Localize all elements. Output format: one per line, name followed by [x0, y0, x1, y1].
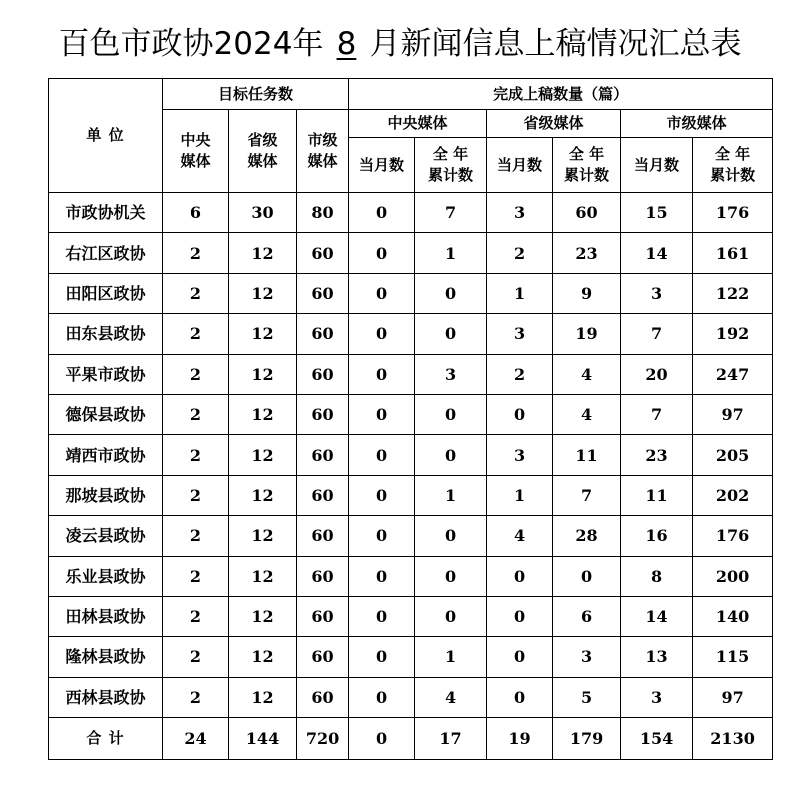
summary-table: [48, 78, 773, 760]
central-year-cell: 1: [415, 475, 487, 515]
provincial-year-cell: 9: [553, 273, 621, 313]
provincial-month-cell: 0: [487, 556, 553, 596]
provincial-month-cell: 0: [487, 394, 553, 434]
header-provincial-media: 省级媒体: [487, 110, 621, 138]
target-central-cell: 2: [163, 273, 229, 313]
target-city-cell: 60: [297, 677, 349, 717]
header-city-year-line2: 累计数: [710, 166, 756, 184]
header-target-group: 目标任务数: [163, 79, 349, 110]
target-provincial-cell: 12: [229, 677, 297, 717]
header-target-central-line2: 媒体: [180, 152, 211, 170]
table-row: [49, 475, 773, 515]
provincial-month-cell: 1: [487, 475, 553, 515]
header-provincial-this-month: 当月数: [487, 138, 553, 193]
target-central-cell: 2: [163, 435, 229, 475]
central-year-cell: 0: [415, 314, 487, 354]
city-month-cell: 8: [621, 556, 693, 596]
header-central-this-month: 当月数: [349, 138, 415, 193]
city-year-cell: 247: [693, 354, 773, 394]
total-target-provincial: 144: [229, 718, 297, 760]
city-month-cell: 15: [621, 193, 693, 233]
unit-name-cell: 市政协机关: [49, 193, 163, 233]
central-year-cell: 0: [415, 556, 487, 596]
city-month-cell: 7: [621, 394, 693, 434]
provincial-year-cell: 5: [553, 677, 621, 717]
central-month-cell: 0: [349, 233, 415, 273]
city-month-cell: 14: [621, 596, 693, 636]
header-central-year: [415, 138, 487, 193]
target-central-cell: 2: [163, 394, 229, 434]
target-city-cell: 60: [297, 556, 349, 596]
title-prefix: 百色市政协2024年: [58, 26, 324, 62]
central-month-cell: 0: [349, 354, 415, 394]
table-row: [49, 193, 773, 233]
target-provincial-cell: 12: [229, 314, 297, 354]
central-month-cell: 0: [349, 435, 415, 475]
central-month-cell: 0: [349, 516, 415, 556]
table-row: [49, 556, 773, 596]
provincial-year-cell: 6: [553, 596, 621, 636]
header-target-city: [297, 110, 349, 193]
header-central-media: 中央媒体: [349, 110, 487, 138]
target-provincial-cell: 12: [229, 475, 297, 515]
city-year-cell: 205: [693, 435, 773, 475]
header-target-provincial-line1: 省级: [247, 131, 278, 149]
city-month-cell: 3: [621, 273, 693, 313]
header-provincial-year: [553, 138, 621, 193]
target-central-cell: 2: [163, 354, 229, 394]
header-target-city-line2: 媒体: [307, 152, 338, 170]
central-year-cell: 3: [415, 354, 487, 394]
unit-name-cell: 靖西市政协: [49, 435, 163, 475]
central-month-cell: 0: [349, 596, 415, 636]
header-city-this-month: 当月数: [621, 138, 693, 193]
provincial-year-cell: 11: [553, 435, 621, 475]
central-year-cell: 0: [415, 435, 487, 475]
city-year-cell: 202: [693, 475, 773, 515]
central-month-cell: 0: [349, 475, 415, 515]
table-row: [49, 233, 773, 273]
header-central-year-line1: 全 年: [432, 145, 469, 163]
table-row: [49, 435, 773, 475]
provincial-month-cell: 3: [487, 435, 553, 475]
city-month-cell: 23: [621, 435, 693, 475]
unit-name-cell: 德保县政协: [49, 394, 163, 434]
central-month-cell: 0: [349, 394, 415, 434]
total-central-year: 17: [415, 718, 487, 760]
target-central-cell: 2: [163, 677, 229, 717]
provincial-year-cell: 0: [553, 556, 621, 596]
unit-name-cell: 那坡县政协: [49, 475, 163, 515]
city-year-cell: 122: [693, 273, 773, 313]
table-body: [49, 193, 773, 760]
provincial-year-cell: 23: [553, 233, 621, 273]
provincial-year-cell: 4: [553, 394, 621, 434]
provincial-month-cell: 3: [487, 193, 553, 233]
target-provincial-cell: 12: [229, 516, 297, 556]
provincial-month-cell: 0: [487, 637, 553, 677]
table-row: [49, 516, 773, 556]
header-provincial-year-line2: 累计数: [564, 166, 610, 184]
central-month-cell: 0: [349, 273, 415, 313]
provincial-year-cell: 3: [553, 637, 621, 677]
target-city-cell: 60: [297, 394, 349, 434]
target-provincial-cell: 12: [229, 637, 297, 677]
provincial-month-cell: 0: [487, 596, 553, 636]
target-city-cell: 60: [297, 233, 349, 273]
city-year-cell: 176: [693, 516, 773, 556]
target-provincial-cell: 12: [229, 556, 297, 596]
city-month-cell: 20: [621, 354, 693, 394]
central-month-cell: 0: [349, 193, 415, 233]
header-central-year-line2: 累计数: [428, 166, 474, 184]
target-provincial-cell: 12: [229, 435, 297, 475]
provincial-year-cell: 19: [553, 314, 621, 354]
city-year-cell: 192: [693, 314, 773, 354]
provincial-year-cell: 60: [553, 193, 621, 233]
total-provincial-month: 19: [487, 718, 553, 760]
city-month-cell: 3: [621, 677, 693, 717]
city-year-cell: 200: [693, 556, 773, 596]
target-city-cell: 60: [297, 475, 349, 515]
target-central-cell: 2: [163, 556, 229, 596]
header-provincial-year-line1: 全 年: [568, 145, 605, 163]
target-central-cell: 2: [163, 516, 229, 556]
central-year-cell: 7: [415, 193, 487, 233]
total-city-year: 2130: [693, 718, 773, 760]
target-central-cell: 2: [163, 475, 229, 515]
total-city-month: 154: [621, 718, 693, 760]
city-month-cell: 7: [621, 314, 693, 354]
header-target-city-line1: 市级: [307, 131, 338, 149]
header-target-central: [163, 110, 229, 193]
header-unit: 单 位: [49, 79, 163, 193]
city-year-cell: 97: [693, 677, 773, 717]
target-provincial-cell: 12: [229, 596, 297, 636]
target-central-cell: 2: [163, 637, 229, 677]
target-central-cell: 2: [163, 314, 229, 354]
central-year-cell: 1: [415, 637, 487, 677]
central-year-cell: 1: [415, 233, 487, 273]
unit-name-cell: 乐业县政协: [49, 556, 163, 596]
table-row: [49, 394, 773, 434]
target-provincial-cell: 12: [229, 394, 297, 434]
target-city-cell: 60: [297, 596, 349, 636]
target-provincial-cell: 12: [229, 233, 297, 273]
header-target-provincial: [229, 110, 297, 193]
city-year-cell: 140: [693, 596, 773, 636]
unit-name-cell: 右江区政协: [49, 233, 163, 273]
provincial-month-cell: 2: [487, 233, 553, 273]
central-month-cell: 0: [349, 314, 415, 354]
total-label: 合 计: [49, 718, 163, 760]
total-target-central: 24: [163, 718, 229, 760]
central-year-cell: 0: [415, 273, 487, 313]
provincial-month-cell: 0: [487, 677, 553, 717]
target-central-cell: 6: [163, 193, 229, 233]
unit-name-cell: 田林县政协: [49, 596, 163, 636]
title-month: 8: [336, 26, 357, 62]
provincial-month-cell: 1: [487, 273, 553, 313]
header-target-provincial-line2: 媒体: [247, 152, 278, 170]
target-city-cell: 60: [297, 435, 349, 475]
target-city-cell: 80: [297, 193, 349, 233]
unit-name-cell: 田东县政协: [49, 314, 163, 354]
central-month-cell: 0: [349, 556, 415, 596]
target-city-cell: 60: [297, 314, 349, 354]
unit-name-cell: 田阳区政协: [49, 273, 163, 313]
target-city-cell: 60: [297, 637, 349, 677]
central-month-cell: 0: [349, 677, 415, 717]
table-row: [49, 314, 773, 354]
provincial-year-cell: 4: [553, 354, 621, 394]
city-year-cell: 115: [693, 637, 773, 677]
central-year-cell: 4: [415, 677, 487, 717]
target-provincial-cell: 12: [229, 273, 297, 313]
total-central-month: 0: [349, 718, 415, 760]
header-target-central-line1: 中央: [180, 131, 211, 149]
header-done-group: 完成上稿数量（篇）: [349, 79, 773, 110]
target-city-cell: 60: [297, 354, 349, 394]
target-city-cell: 60: [297, 273, 349, 313]
header-city-year: [693, 138, 773, 193]
central-year-cell: 0: [415, 516, 487, 556]
table-row: [49, 677, 773, 717]
target-central-cell: 2: [163, 596, 229, 636]
unit-name-cell: 平果市政协: [49, 354, 163, 394]
header-city-media: 市级媒体: [621, 110, 773, 138]
target-city-cell: 60: [297, 516, 349, 556]
central-year-cell: 0: [415, 596, 487, 636]
total-provincial-year: 179: [553, 718, 621, 760]
provincial-month-cell: 2: [487, 354, 553, 394]
city-month-cell: 14: [621, 233, 693, 273]
city-month-cell: 11: [621, 475, 693, 515]
provincial-month-cell: 3: [487, 314, 553, 354]
table-row: [49, 637, 773, 677]
table-row: [49, 273, 773, 313]
target-provincial-cell: 12: [229, 354, 297, 394]
total-target-city: 720: [297, 718, 349, 760]
central-month-cell: 0: [349, 637, 415, 677]
provincial-year-cell: 7: [553, 475, 621, 515]
city-year-cell: 176: [693, 193, 773, 233]
header-city-year-line1: 全 年: [714, 145, 751, 163]
target-central-cell: 2: [163, 233, 229, 273]
document-title: [0, 22, 800, 66]
target-provincial-cell: 30: [229, 193, 297, 233]
unit-name-cell: 隆林县政协: [49, 637, 163, 677]
provincial-year-cell: 28: [553, 516, 621, 556]
city-year-cell: 161: [693, 233, 773, 273]
city-year-cell: 97: [693, 394, 773, 434]
table-row: [49, 354, 773, 394]
unit-name-cell: 凌云县政协: [49, 516, 163, 556]
total-row: [49, 718, 773, 760]
city-month-cell: 13: [621, 637, 693, 677]
title-suffix: 月新闻信息上稿情况汇总表: [369, 26, 742, 62]
unit-name-cell: 西林县政协: [49, 677, 163, 717]
city-month-cell: 16: [621, 516, 693, 556]
provincial-month-cell: 4: [487, 516, 553, 556]
table-row: [49, 596, 773, 636]
central-year-cell: 0: [415, 394, 487, 434]
